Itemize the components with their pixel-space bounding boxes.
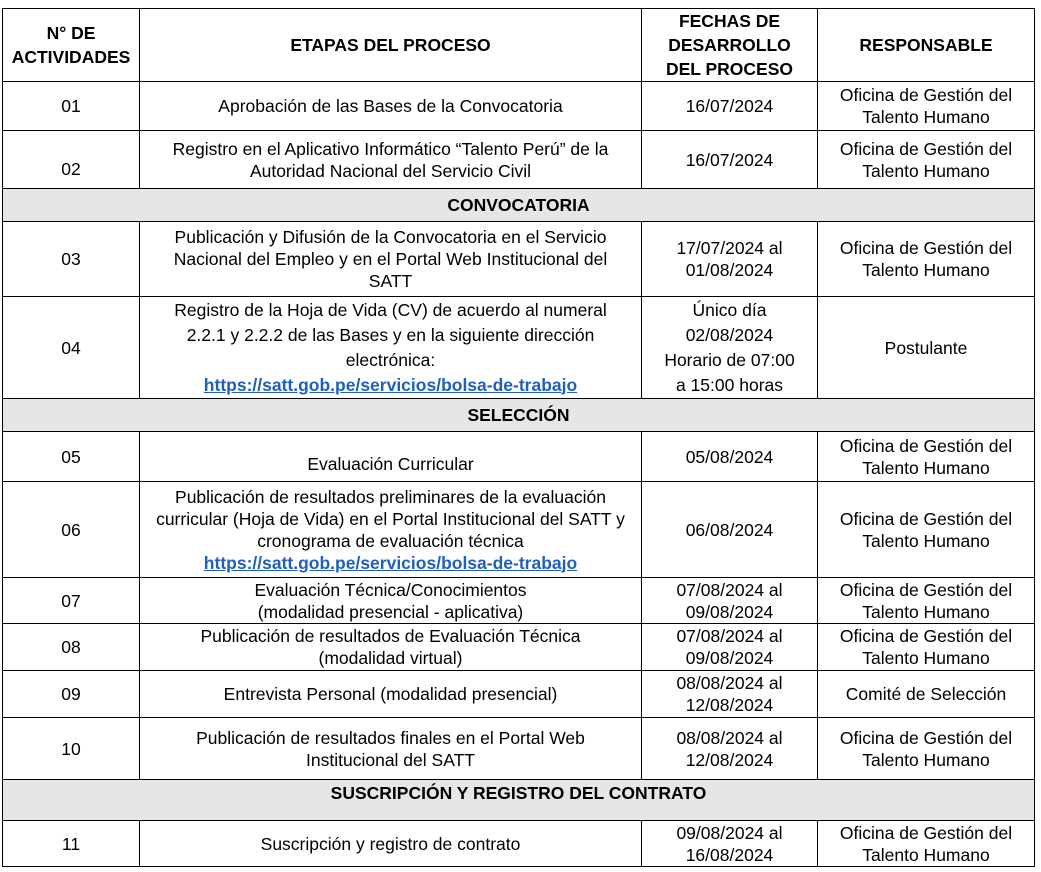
header-num-line-1: N° DE (46, 23, 96, 43)
etapa-line-3: electrónica: (345, 349, 436, 370)
row-etapa (140, 131, 642, 189)
header-row (3, 9, 1035, 82)
row-responsable (818, 482, 1035, 578)
row-responsable (818, 131, 1035, 189)
header-num (3, 9, 140, 82)
section-title: CONVOCATORIA (3, 189, 1035, 222)
resp-line-1: Oficina de Gestión del (839, 626, 1013, 646)
header-fechas (642, 9, 818, 82)
resp-line-2: Talento Humano (862, 530, 990, 551)
row-num: 03 (3, 222, 140, 297)
section-title: SELECCIÓN (3, 399, 1035, 432)
fecha-line-1: 08/08/2024 al (676, 673, 783, 693)
etapa-line-3: SATT (368, 271, 413, 291)
row-fecha: 06/08/2024 (642, 482, 818, 578)
row-responsable (818, 624, 1035, 671)
row-responsable (818, 82, 1035, 131)
etapa-line-2: curricular (Hoja de Vida) en el Portal Institucional del SATT y (156, 508, 625, 529)
fecha-line-2: 16/08/2024 (685, 844, 774, 865)
etapa-line-1: Evaluación Técnica/Conocimientos (254, 579, 527, 600)
table-row (3, 82, 1035, 131)
header-fechas-line-1: FECHAS DE (678, 11, 781, 31)
fecha-line-2: 02/08/2024 (685, 324, 774, 345)
row-num: 07 (3, 578, 140, 624)
resp-line-1: Oficina de Gestión del (839, 238, 1013, 258)
row-etapa (140, 297, 642, 399)
row-fecha (642, 222, 818, 297)
etapa-line-2: Nacional del Empleo y en el Portal Web Institucional del (173, 249, 608, 269)
row-num: 08 (3, 624, 140, 671)
row-num: 11 (3, 821, 140, 867)
resp-line-1: Oficina de Gestión del (839, 508, 1013, 529)
header-fechas-line-2: DESARROLLO (668, 35, 791, 55)
fecha-line-2: 12/08/2024 (685, 749, 774, 770)
section-row-suscripcion (3, 780, 1035, 821)
row-num: 01 (3, 82, 140, 131)
fecha-line-1: 09/08/2024 al (676, 822, 783, 843)
fecha-line-1: 07/08/2024 al (676, 579, 783, 600)
row-num: 02 (3, 131, 140, 189)
etapa-line-1: Publicación y Difusión de la Convocatoria en el Servicio (174, 227, 607, 247)
row-fecha (642, 578, 818, 624)
row-etapa (140, 482, 642, 578)
etapa-line-1: Registro en el Aplicativo Informático “Talento Perú” de la (172, 138, 609, 159)
row-fecha (642, 718, 818, 780)
resp-line-2: Talento Humano (862, 844, 990, 865)
fecha-line-1: 08/08/2024 al (676, 727, 783, 748)
row-etapa: Aprobación de las Bases de la Convocatoria (140, 82, 642, 131)
etapa-line-1: Publicación de resultados de Evaluación Técnica (200, 626, 581, 646)
row-responsable (818, 222, 1035, 297)
table-row (3, 671, 1035, 718)
resp-line-1: Oficina de Gestión del (839, 822, 1013, 843)
etapa-line-2: Autoridad Nacional del Servicio Civil (249, 160, 532, 181)
fecha-line-1: 07/08/2024 al (676, 626, 783, 646)
row-num: 04 (3, 297, 140, 399)
fecha-line-2: 12/08/2024 (685, 695, 774, 715)
section-row-convocatoria (3, 189, 1035, 222)
resp-line-1: Oficina de Gestión del (839, 579, 1013, 600)
table-row (3, 624, 1035, 671)
header-responsable: RESPONSABLE (818, 9, 1035, 82)
header-num-line-2: ACTIVIDADES (11, 47, 131, 67)
header-etapas: ETAPAS DEL PROCESO (140, 9, 642, 82)
row-etapa (140, 578, 642, 624)
row-responsable: Comité de Selección (818, 671, 1035, 718)
table-row (3, 578, 1035, 624)
row-responsable: Postulante (818, 297, 1035, 399)
fecha-line-1: 17/07/2024 al (676, 238, 783, 258)
table-row (3, 222, 1035, 297)
section-title: SUSCRIPCIÓN Y REGISTRO DEL CONTRATO (3, 780, 1035, 821)
resp-line-2: Talento Humano (862, 160, 990, 181)
resp-line-2: Talento Humano (862, 749, 990, 770)
row-num: 09 (3, 671, 140, 718)
row-fecha (642, 821, 818, 867)
table-row (3, 297, 1035, 399)
row-num: 10 (3, 718, 140, 780)
table-row (3, 131, 1035, 189)
bolsa-de-trabajo-link[interactable]: https://satt.gob.pe/servicios/bolsa-de-trabajo (203, 374, 578, 395)
resp-line-2: Talento Humano (862, 260, 990, 280)
fecha-line-1: Único día (692, 299, 767, 320)
bolsa-de-trabajo-link[interactable]: https://satt.gob.pe/servicios/bolsa-de-trabajo (203, 552, 578, 573)
fecha-line-2: 09/08/2024 (685, 648, 774, 668)
resp-line-2: Talento Humano (862, 601, 990, 622)
etapa-line-1: Registro de la Hoja de Vida (CV) de acuerdo al numeral (174, 299, 607, 320)
row-responsable (818, 432, 1035, 482)
row-fecha (642, 624, 818, 671)
etapa-line-3: cronograma de evaluación técnica (257, 530, 524, 551)
resp-line-2: Talento Humano (862, 648, 990, 668)
row-etapa (140, 718, 642, 780)
row-num: 06 (3, 482, 140, 578)
resp-line-1: Oficina de Gestión del (839, 85, 1013, 105)
row-responsable (818, 578, 1035, 624)
etapa-line-2: (modalidad presencial - aplicativa) (257, 601, 524, 622)
resp-line-2: Talento Humano (862, 457, 990, 478)
etapa-line-1: Publicación de resultados finales en el Portal Web (196, 727, 585, 748)
row-responsable (818, 821, 1035, 867)
row-fecha: 16/07/2024 (642, 82, 818, 131)
row-fecha: 05/08/2024 (642, 432, 818, 482)
row-etapa (140, 624, 642, 671)
header-fechas-line-3: DEL PROCESO (665, 59, 794, 79)
row-num: 05 (3, 432, 140, 482)
etapa-line-2: Institucional del SATT (306, 749, 475, 770)
row-etapa: Suscripción y registro de contrato (140, 821, 642, 867)
table-row (3, 482, 1035, 578)
etapa-line-2: (modalidad virtual) (318, 648, 463, 668)
fecha-line-4: a 15:00 horas (675, 374, 784, 395)
fecha-line-2: 09/08/2024 (685, 601, 774, 622)
row-fecha: 16/07/2024 (642, 131, 818, 189)
etapa-line-1: Publicación de resultados preliminares de la evaluación (175, 486, 606, 507)
row-fecha (642, 671, 818, 718)
row-etapa: Evaluación Curricular (140, 432, 642, 482)
fecha-line-3: Horario de 07:00 (664, 349, 795, 370)
resp-line-1: Oficina de Gestión del (839, 138, 1013, 159)
table-row (3, 821, 1035, 867)
resp-line-1: Oficina de Gestión del (839, 435, 1013, 456)
table-row (3, 718, 1035, 780)
cronograma-table (2, 8, 1035, 867)
table-row (3, 432, 1035, 482)
row-etapa: Entrevista Personal (modalidad presencial) (140, 671, 642, 718)
fecha-line-2: 01/08/2024 (685, 260, 774, 280)
etapa-line-2: 2.2.1 y 2.2.2 de las Bases y en la siguiente dirección (186, 324, 595, 345)
section-row-seleccion (3, 399, 1035, 432)
row-fecha (642, 297, 818, 399)
row-etapa (140, 222, 642, 297)
resp-line-1: Oficina de Gestión del (839, 727, 1013, 748)
resp-line-2: Talento Humano (862, 107, 990, 127)
row-responsable (818, 718, 1035, 780)
